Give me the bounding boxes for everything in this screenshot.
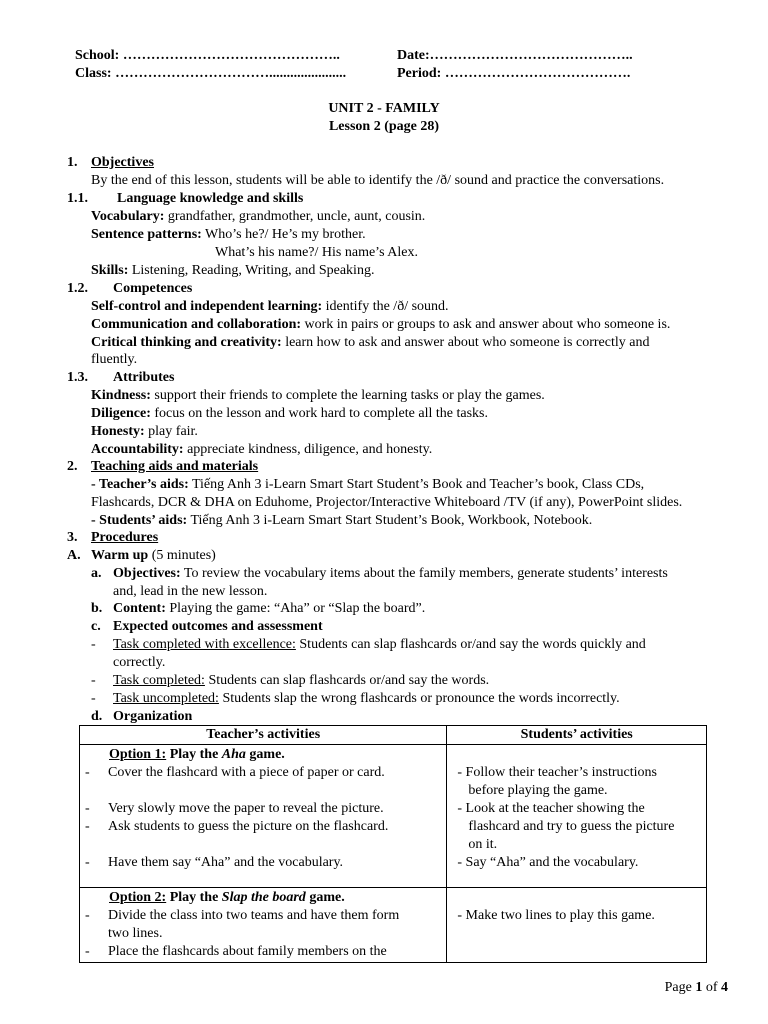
outcome-1-text: Students can slap flashcards or/and say the words quickly and xyxy=(295,637,646,652)
option1-game: Aha xyxy=(221,747,246,762)
attribute-1 xyxy=(91,387,545,405)
teacher-step-5b: two lines. xyxy=(108,926,163,941)
outcome-1 xyxy=(113,636,646,654)
table-row xyxy=(80,745,707,888)
s1-intro: By the end of this lesson, students will be able to identify the /ð/ sound and practice the conversations. xyxy=(91,173,665,188)
student-step-2b: flashcard and try to guess the picture xyxy=(468,819,675,834)
teacher-step-2: Very slowly move the paper to reveal the picture. xyxy=(108,801,384,816)
outcome-3-text: Students slap the wrong flashcards or pronounce the words incorrectly. xyxy=(218,691,620,706)
teacher-cell-option1: Option 1: Play the Aha game. - Cover the flashcard with a piece of paper or card. - Very slowly move the paper to reveal the picture. - Ask students to guess the picture on the flashcard. - Have them say “Aha” and the vocabulary. xyxy=(80,745,447,888)
sentence-line-1 xyxy=(91,226,366,244)
s2-num: 2. xyxy=(67,459,78,474)
period-field xyxy=(397,65,630,83)
warmup-content-text: Playing the game: “Aha” or “Slap the board”. xyxy=(165,601,426,616)
attribute-1-text: support their friends to complete the learning tasks or play the games. xyxy=(150,388,545,403)
s11-num: 1.1. xyxy=(67,191,88,206)
outcome-1-dash: - xyxy=(91,637,96,652)
option1-pre: Play the xyxy=(166,747,222,762)
competence-1-text: identify the /ð/ sound. xyxy=(322,299,449,314)
page-of: of xyxy=(702,980,721,995)
teacher-aids xyxy=(91,476,644,494)
attribute-4 xyxy=(91,441,432,459)
s13-heading: Attributes xyxy=(113,370,175,385)
date-label: Date: xyxy=(397,48,430,63)
unit-title: UNIT 2 - FAMILY xyxy=(328,101,440,116)
teacher-step-3: Ask students to guess the picture on the flashcard. xyxy=(108,819,389,834)
outcome-3 xyxy=(113,690,620,708)
school-label: School: xyxy=(75,48,120,63)
s3-num: 3. xyxy=(67,530,78,545)
warmup-objectives-cont: and, lead in the new lesson. xyxy=(113,584,268,599)
s2-heading: Teaching aids and materials xyxy=(91,459,259,474)
s12-num: 1.2. xyxy=(67,281,88,296)
outcome-1-label: Task completed with excellence: xyxy=(113,637,296,652)
student-step-3: - Say “Aha” and the vocabulary. xyxy=(457,855,639,870)
table-row xyxy=(80,888,707,963)
sc-num: c. xyxy=(91,619,101,634)
attribute-2-label: Diligence: xyxy=(91,406,151,421)
attribute-4-label: Accountability: xyxy=(91,442,184,457)
vocab-label: Vocabulary: xyxy=(91,209,165,224)
teacher-step-6: Place the flashcards about family members on the xyxy=(108,944,387,959)
option1-label: Option 1: xyxy=(109,747,167,762)
outcome-2-text: Students can slap flashcards or/and say the words. xyxy=(204,673,490,688)
option1-title xyxy=(109,746,285,764)
sentence-text-1: Who’s he?/ He’s my brother. xyxy=(201,227,366,242)
teacher-cell-option2: Option 2: Play the Slap the board game. - Divide the class into two teams and have them form two lines. - Place the flashcards about family members on the xyxy=(80,888,447,963)
attribute-3-text: play fair. xyxy=(144,424,198,439)
teacher-aids-cont: Flashcards, DCR & DHA on Eduhome, Projector/Interactive Whiteboard /TV (if any), PowerPoint slides. xyxy=(91,495,683,510)
s1-num: 1. xyxy=(67,155,78,170)
sA-num: A. xyxy=(67,548,81,563)
col-students-header: Students’ activities xyxy=(447,726,707,745)
page-label: Page xyxy=(664,980,696,995)
attribute-1-label: Kindness: xyxy=(91,388,151,403)
outcome-1-cont: correctly. xyxy=(113,655,166,670)
skills-text: Listening, Reading, Writing, and Speaking. xyxy=(128,263,375,278)
option2-post: game. xyxy=(305,890,345,905)
teacher-step-4: Have them say “Aha” and the vocabulary. xyxy=(108,855,344,870)
s3-heading: Procedures xyxy=(91,530,159,545)
sentence-label: Sentence patterns: xyxy=(91,227,202,242)
student-aids-text: Tiếng Anh 3 i-Learn Smart Start Student’s Book, Workbook, Notebook. xyxy=(187,513,593,528)
warmup-heading xyxy=(91,547,216,565)
student-step-2c: on it. xyxy=(468,837,498,852)
students-cell-option2 xyxy=(447,888,707,963)
period-label: Period: xyxy=(397,66,442,81)
option2-label: Option 2: xyxy=(109,890,167,905)
outcome-2-label: Task completed: xyxy=(113,673,205,688)
students-cell-option1 xyxy=(447,745,707,888)
outcome-3-label: Task uncompleted: xyxy=(113,691,219,706)
competence-1 xyxy=(91,298,449,316)
student-aids xyxy=(91,512,592,530)
warmup-outcomes-label: Expected outcomes and assessment xyxy=(113,619,323,634)
organization-label: Organization xyxy=(113,709,193,724)
student-aids-label: - Students’ aids: xyxy=(91,513,188,528)
page-footer xyxy=(665,979,728,997)
school-dots: ……………………………………….. xyxy=(122,48,340,63)
competence-3 xyxy=(91,334,649,352)
warmup-content xyxy=(113,600,425,618)
class-label: Class: xyxy=(75,66,112,81)
outcome-2-dash: - xyxy=(91,673,96,688)
attribute-2-text: focus on the lesson and work hard to complete all the tasks. xyxy=(150,406,488,421)
competence-2-text: work in pairs or groups to ask and answer about who someone is. xyxy=(301,317,671,332)
warmup-objectives xyxy=(113,565,668,583)
school-field xyxy=(75,47,340,65)
attribute-4-text: appreciate kindness, diligence, and honesty. xyxy=(183,442,433,457)
teacher-step-1: Cover the flashcard with a piece of paper or card. xyxy=(108,765,385,780)
class-dots: ……………………………...................... xyxy=(115,66,347,81)
sentence-text-2: What’s his name?/ His name’s Alex. xyxy=(215,245,418,260)
skills-line xyxy=(91,262,374,280)
student-step-2a: - Look at the teacher showing the xyxy=(457,801,645,816)
option2-title xyxy=(109,889,345,907)
s1-heading: Objectives xyxy=(91,155,154,170)
s13-num: 1.3. xyxy=(67,370,88,385)
warmup-time: (5 minutes) xyxy=(148,548,216,563)
outcome-2 xyxy=(113,672,489,690)
teacher-step-5a: Divide the class into two teams and have them form xyxy=(108,908,400,923)
outcome-3-dash: - xyxy=(91,691,96,706)
table-header-row xyxy=(80,726,707,745)
attribute-3-label: Honesty: xyxy=(91,424,145,439)
skills-label: Skills: xyxy=(91,263,129,278)
competence-3-text: learn how to ask and answer about who someone is correctly and xyxy=(281,335,650,350)
vocab-line xyxy=(91,208,425,226)
organization-table xyxy=(79,725,707,963)
competence-2 xyxy=(91,316,670,334)
class-field xyxy=(75,65,346,83)
s12-heading: Competences xyxy=(113,281,193,296)
competence-3-label: Critical thinking and creativity: xyxy=(91,335,282,350)
lesson-title: Lesson 2 (page 28) xyxy=(328,119,440,134)
student-step-4: - Make two lines to play this game. xyxy=(457,908,655,923)
sd-num: d. xyxy=(91,709,103,724)
competence-3-cont: fluently. xyxy=(91,352,138,367)
student-step-1a: - Follow their teacher’s instructions xyxy=(457,765,657,780)
sa-num: a. xyxy=(91,566,102,581)
period-dots: …………………………………. xyxy=(444,66,631,81)
page-number: 1 xyxy=(695,980,703,995)
sb-num: b. xyxy=(91,601,103,616)
teacher-aids-label: - Teacher’s aids: xyxy=(91,477,189,492)
date-dots: …………………………………….. xyxy=(429,48,633,63)
attribute-3 xyxy=(91,423,198,441)
page-total: 4 xyxy=(721,980,728,995)
col-teacher-header: Teacher’s activities xyxy=(80,726,447,745)
option2-pre: Play the xyxy=(166,890,222,905)
warmup-objectives-label: Objectives: xyxy=(113,566,181,581)
competence-1-label: Self-control and independent learning: xyxy=(91,299,323,314)
vocab-text: grandfather, grandmother, uncle, aunt, cousin. xyxy=(164,209,426,224)
teacher-aids-text: Tiếng Anh 3 i-Learn Smart Start Student’s Book and Teacher’s book, Class CDs, xyxy=(188,477,645,492)
date-field xyxy=(397,47,633,65)
attribute-2 xyxy=(91,405,488,423)
student-step-1b: before playing the game. xyxy=(468,783,608,798)
option2-game: Slap the board xyxy=(221,890,306,905)
warmup-content-label: Content: xyxy=(113,601,166,616)
competence-2-label: Communication and collaboration: xyxy=(91,317,302,332)
option1-post: game. xyxy=(245,747,285,762)
warmup-objectives-text: To review the vocabulary items about the family members, generate students’ interests xyxy=(180,566,668,581)
warmup-label: Warm up xyxy=(91,548,149,563)
s11-heading: Language knowledge and skills xyxy=(117,191,304,206)
